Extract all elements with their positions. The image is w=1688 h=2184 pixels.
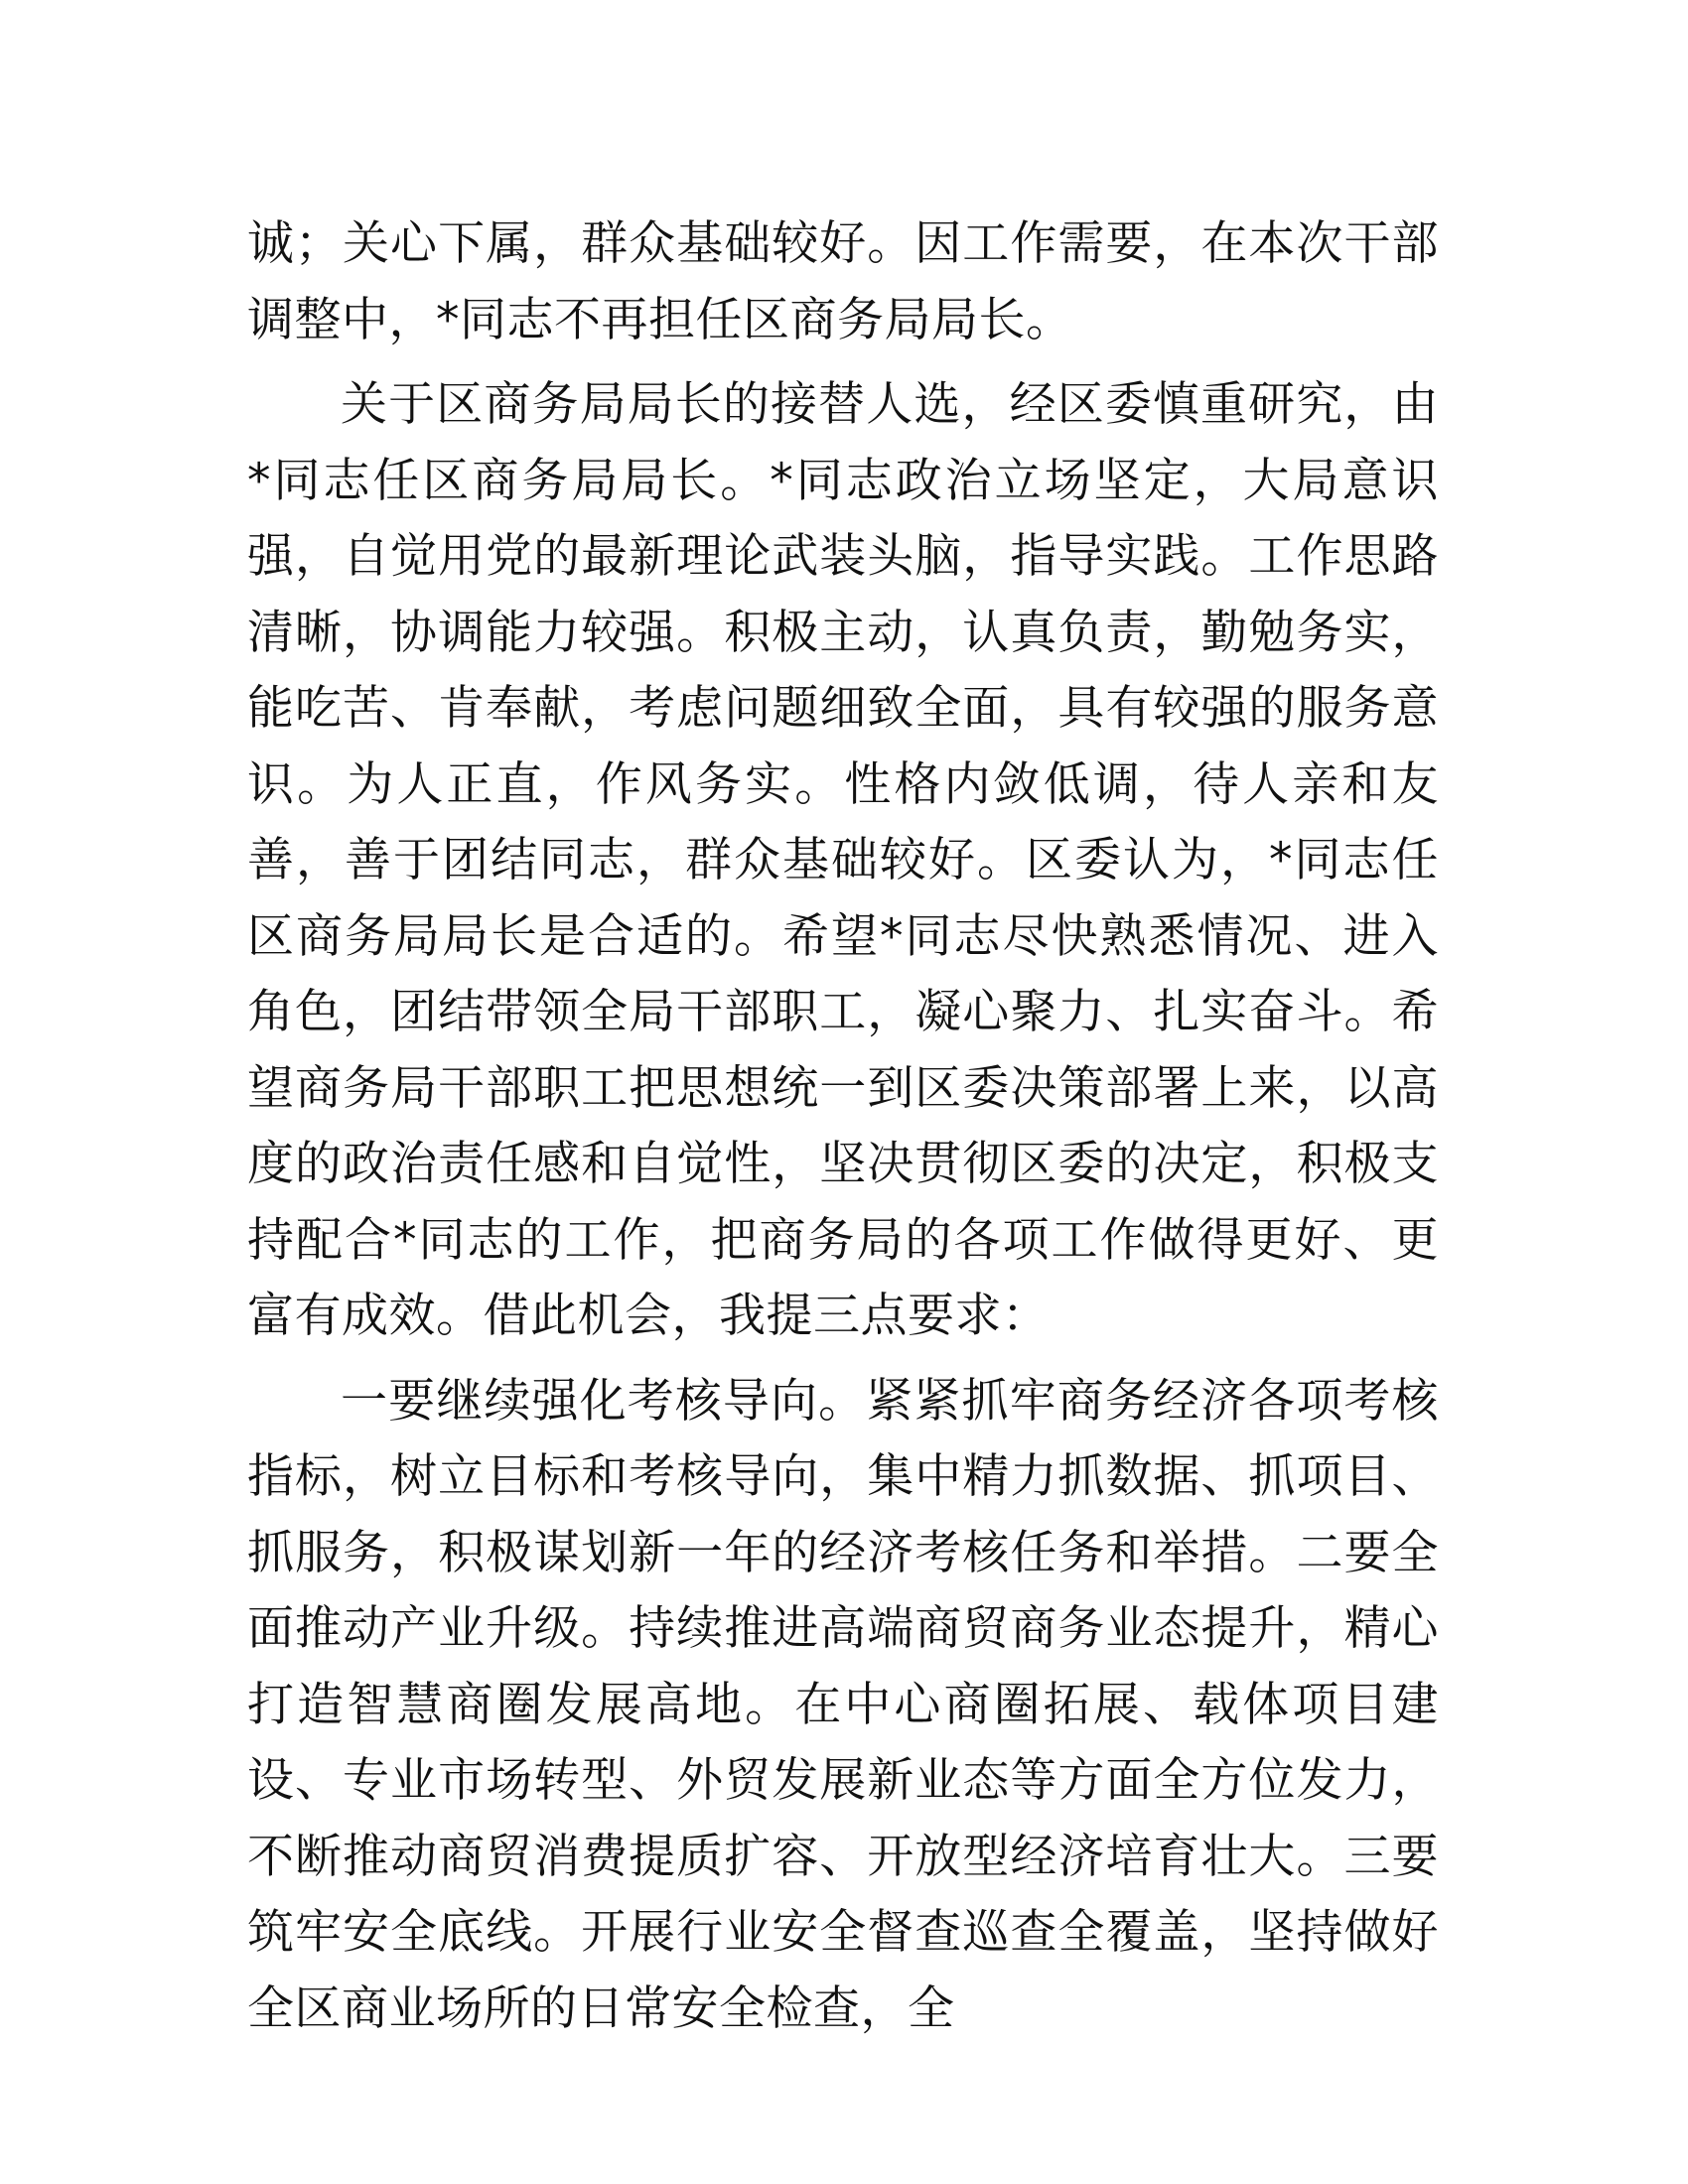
paragraph-3: 一要继续强化考核导向。紧紧抓牢商务经济各项考核指标，树立目标和考核导向，集中精力抓数据、抓项目、抓服务，积极谋划新一年的经济考核任务和举措。二要全面推动产业升级。持续推进高端商贸商务业态提升，精心打造智慧商圈发展高地。在中心商圈拓展、载体项目建设、专业市场转型、外贸发展新业态等方面全方位发力，不断推动商贸消费提质扩容、开放型经济培育壮大。三要筑牢安全底线。开展行业安全督查巡查全覆盖，坚持做好全区商业场所的日常安全检查，全: [247, 1373, 1439, 2036]
document-body: [247, 206, 1439, 2056]
paragraph-1: 诚；关心下属，群众基础较好。因工作需要，在本次干部调整中，*同志不再担任区商务局局长。: [247, 216, 1439, 347]
paragraph-2: 关于区商务局局长的接替人选，经区委慎重研究，由*同志任区商务局局长。*同志政治立场坚定，大局意识强，自觉用党的最新理论武装头脑，指导实践。工作思路清晰，协调能力较强。积极主动，认真负责，勤勉务实，能吃苦、肯奉献，考虑问题细致全面，具有较强的服务意识。为人正直，作风务实。性格内敛低调，待人亲和友善，善于团结同志，群众基础较好。区委认为，*同志任区商务局局长是合适的。希望*同志尽快熟悉情况、进入角色，团结带领全局干部职工，凝心聚力、扎实奋斗。希望商务局干部职工把思想统一到区委决策部署上来，以高度的政治责任感和自觉性，坚决贯彻区委的决定，积极支持配合*同志的工作，把商务局的各项工作做得更好、更富有成效。借此机会，我提三点要求：: [247, 377, 1439, 1343]
